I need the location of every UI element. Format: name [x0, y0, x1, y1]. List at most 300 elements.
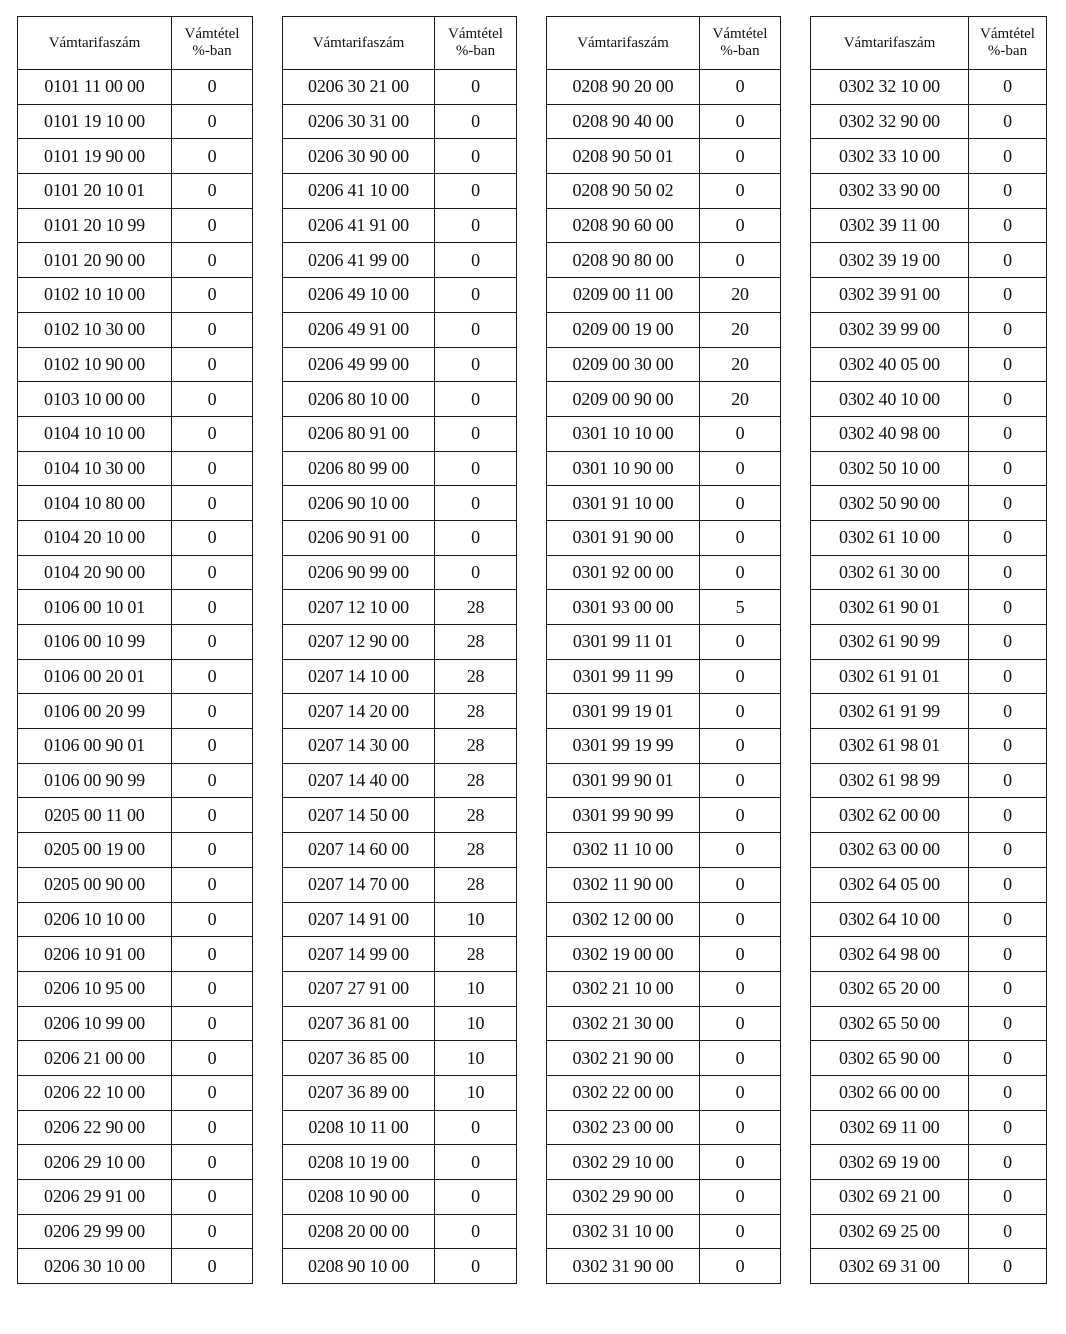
- tariff-code-cell: 0206 49 91 00: [283, 312, 435, 347]
- duty-rate-cell: 0: [700, 971, 781, 1006]
- tariff-code-cell: 0302 21 10 00: [547, 971, 700, 1006]
- table-row: [811, 1041, 1047, 1076]
- duty-rate-cell: 0: [172, 555, 253, 590]
- duty-rate-cell: 0: [172, 139, 253, 174]
- duty-rate-cell: 0: [172, 1249, 253, 1284]
- duty-rate-cell: 0: [700, 486, 781, 521]
- table-body: [811, 70, 1047, 1284]
- table-row: [18, 1249, 253, 1284]
- table-row: [547, 971, 781, 1006]
- table-row: [18, 902, 253, 937]
- tariff-code-cell: 0104 10 80 00: [18, 486, 172, 521]
- tariff-code-cell: 0302 61 91 99: [811, 694, 969, 729]
- tariff-code-cell: 0206 10 99 00: [18, 1006, 172, 1041]
- tariff-code-cell: 0302 40 10 00: [811, 382, 969, 417]
- tariff-code-cell: 0302 64 98 00: [811, 937, 969, 972]
- table-row: [18, 1006, 253, 1041]
- duty-rate-cell: 0: [969, 278, 1047, 313]
- duty-rate-cell: 0: [700, 937, 781, 972]
- tariff-code-cell: 0302 61 90 01: [811, 590, 969, 625]
- duty-rate-cell: 0: [172, 104, 253, 139]
- header-code: Vámtarifaszám: [811, 17, 969, 70]
- table-row: [811, 208, 1047, 243]
- table-row: [18, 382, 253, 417]
- tariff-code-cell: 0101 20 10 99: [18, 208, 172, 243]
- duty-rate-cell: 0: [700, 139, 781, 174]
- table-row: [18, 867, 253, 902]
- table-row: [283, 70, 517, 105]
- duty-rate-cell: 0: [435, 208, 517, 243]
- table-row: [547, 1214, 781, 1249]
- duty-rate-cell: 0: [172, 694, 253, 729]
- table-row: [283, 347, 517, 382]
- table-row: [547, 555, 781, 590]
- duty-rate-cell: 20: [700, 278, 781, 313]
- duty-rate-cell: 0: [700, 1075, 781, 1110]
- tariff-code-cell: 0206 80 99 00: [283, 451, 435, 486]
- tariff-code-cell: 0302 11 10 00: [547, 833, 700, 868]
- tariff-code-cell: 0206 30 90 00: [283, 139, 435, 174]
- header-code: Vámtarifaszám: [18, 17, 172, 70]
- tariff-code-cell: 0302 33 90 00: [811, 174, 969, 209]
- duty-rate-cell: 0: [700, 763, 781, 798]
- table-row: [547, 208, 781, 243]
- duty-rate-cell: 0: [969, 104, 1047, 139]
- tariff-code-cell: 0302 69 11 00: [811, 1110, 969, 1145]
- tariff-code-cell: 0301 92 00 00: [547, 555, 700, 590]
- table-row: [18, 937, 253, 972]
- duty-rate-cell: 0: [172, 1180, 253, 1215]
- duty-rate-cell: 0: [969, 555, 1047, 590]
- header-rate-line2: %-ban: [720, 43, 760, 59]
- tariff-code-cell: 0101 20 90 00: [18, 243, 172, 278]
- table-row: [18, 1075, 253, 1110]
- tariff-code-cell: 0302 39 91 00: [811, 278, 969, 313]
- duty-rate-cell: 0: [172, 278, 253, 313]
- table-row: [283, 555, 517, 590]
- table-row: [18, 174, 253, 209]
- duty-rate-cell: 0: [435, 1110, 517, 1145]
- header-rate-line2: %-ban: [192, 43, 232, 59]
- tariff-code-cell: 0301 99 90 01: [547, 763, 700, 798]
- tariff-code-cell: 0208 20 00 00: [283, 1214, 435, 1249]
- table-row: [547, 1249, 781, 1284]
- tariff-code-cell: 0106 00 10 99: [18, 625, 172, 660]
- table-row: [547, 763, 781, 798]
- tariff-code-cell: 0104 20 10 00: [18, 520, 172, 555]
- header-rate: [435, 17, 517, 70]
- table-header-row: [811, 17, 1047, 70]
- tariff-code-cell: 0302 50 90 00: [811, 486, 969, 521]
- duty-rate-cell: 5: [700, 590, 781, 625]
- tariff-code-cell: 0207 14 70 00: [283, 867, 435, 902]
- tariff-code-cell: 0101 19 10 00: [18, 104, 172, 139]
- tariff-code-cell: 0206 90 91 00: [283, 520, 435, 555]
- tariff-code-cell: 0302 19 00 00: [547, 937, 700, 972]
- table-row: [547, 833, 781, 868]
- tariff-code-cell: 0104 10 10 00: [18, 416, 172, 451]
- duty-rate-cell: 0: [969, 1075, 1047, 1110]
- tariff-code-cell: 0302 65 50 00: [811, 1006, 969, 1041]
- table-row: [283, 659, 517, 694]
- table-header-row: [547, 17, 781, 70]
- duty-rate-cell: 0: [969, 937, 1047, 972]
- header-rate-line1: Vámtétel: [712, 26, 768, 42]
- table-row: [811, 1110, 1047, 1145]
- duty-rate-cell: 10: [435, 902, 517, 937]
- tariff-table-3: [546, 16, 781, 1284]
- duty-rate-cell: 28: [435, 937, 517, 972]
- duty-rate-cell: 0: [969, 70, 1047, 105]
- table-row: [18, 278, 253, 313]
- table-row: [811, 659, 1047, 694]
- tariff-code-cell: 0302 50 10 00: [811, 451, 969, 486]
- duty-rate-cell: 0: [435, 416, 517, 451]
- tariff-code-cell: 0106 00 10 01: [18, 590, 172, 625]
- table-row: [547, 70, 781, 105]
- tariff-code-cell: 0302 69 21 00: [811, 1180, 969, 1215]
- tariff-code-cell: 0302 65 20 00: [811, 971, 969, 1006]
- duty-rate-cell: 0: [172, 208, 253, 243]
- duty-rate-cell: 0: [172, 312, 253, 347]
- table-row: [18, 971, 253, 1006]
- table-row: [547, 347, 781, 382]
- duty-rate-cell: 0: [700, 659, 781, 694]
- tariff-code-cell: 0101 20 10 01: [18, 174, 172, 209]
- table-row: [547, 104, 781, 139]
- tariff-code-cell: 0208 90 20 00: [547, 70, 700, 105]
- tariff-code-cell: 0208 10 11 00: [283, 1110, 435, 1145]
- duty-rate-cell: 10: [435, 971, 517, 1006]
- tariff-code-cell: 0205 00 19 00: [18, 833, 172, 868]
- tariff-code-cell: 0208 90 50 02: [547, 174, 700, 209]
- table-row: [18, 486, 253, 521]
- tariff-code-cell: 0102 10 30 00: [18, 312, 172, 347]
- table-row: [18, 659, 253, 694]
- table-row: [283, 139, 517, 174]
- table-row: [547, 1145, 781, 1180]
- duty-rate-cell: 28: [435, 694, 517, 729]
- duty-rate-cell: 28: [435, 590, 517, 625]
- duty-rate-cell: 0: [435, 1249, 517, 1284]
- table-row: [18, 312, 253, 347]
- duty-rate-cell: 0: [969, 1249, 1047, 1284]
- table-row: [811, 763, 1047, 798]
- table-row: [283, 451, 517, 486]
- duty-rate-cell: 20: [700, 312, 781, 347]
- tariff-code-cell: 0302 61 10 00: [811, 520, 969, 555]
- tariff-code-cell: 0301 99 11 99: [547, 659, 700, 694]
- table-row: [547, 798, 781, 833]
- tariff-code-cell: 0205 00 90 00: [18, 867, 172, 902]
- header-code: Vámtarifaszám: [547, 17, 700, 70]
- table-row: [547, 382, 781, 417]
- tariff-code-cell: 0104 20 90 00: [18, 555, 172, 590]
- header-rate: [172, 17, 253, 70]
- duty-rate-cell: 0: [969, 174, 1047, 209]
- duty-rate-cell: 0: [172, 625, 253, 660]
- duty-rate-cell: 0: [700, 104, 781, 139]
- duty-rate-cell: 0: [969, 1041, 1047, 1076]
- duty-rate-cell: 0: [969, 520, 1047, 555]
- table-row: [18, 1110, 253, 1145]
- tariff-code-cell: 0106 00 20 01: [18, 659, 172, 694]
- table-row: [283, 867, 517, 902]
- duty-rate-cell: 0: [969, 729, 1047, 764]
- tariff-code-cell: 0207 12 90 00: [283, 625, 435, 660]
- duty-rate-cell: 0: [172, 590, 253, 625]
- table-row: [547, 867, 781, 902]
- tariff-code-cell: 0302 69 25 00: [811, 1214, 969, 1249]
- tariff-code-cell: 0302 63 00 00: [811, 833, 969, 868]
- tariff-code-cell: 0302 61 90 99: [811, 625, 969, 660]
- header-rate: [969, 17, 1047, 70]
- duty-rate-cell: 10: [435, 1075, 517, 1110]
- tariff-code-cell: 0302 31 10 00: [547, 1214, 700, 1249]
- tariff-code-cell: 0206 30 10 00: [18, 1249, 172, 1284]
- duty-rate-cell: 0: [700, 416, 781, 451]
- duty-rate-cell: 0: [969, 1214, 1047, 1249]
- duty-rate-cell: 0: [435, 312, 517, 347]
- table-row: [811, 278, 1047, 313]
- tariff-code-cell: 0106 00 90 01: [18, 729, 172, 764]
- duty-rate-cell: 0: [172, 729, 253, 764]
- table-row: [811, 1249, 1047, 1284]
- tariff-code-cell: 0301 99 11 01: [547, 625, 700, 660]
- table-row: [811, 243, 1047, 278]
- tariff-code-cell: 0207 27 91 00: [283, 971, 435, 1006]
- tariff-code-cell: 0206 90 10 00: [283, 486, 435, 521]
- duty-rate-cell: 0: [172, 1075, 253, 1110]
- table-row: [18, 451, 253, 486]
- duty-rate-cell: 28: [435, 729, 517, 764]
- table-row: [18, 1041, 253, 1076]
- table-row: [811, 347, 1047, 382]
- table-row: [811, 1006, 1047, 1041]
- table-row: [811, 729, 1047, 764]
- table-row: [547, 278, 781, 313]
- table-row: [283, 1249, 517, 1284]
- table-row: [811, 867, 1047, 902]
- duty-rate-cell: 0: [969, 1180, 1047, 1215]
- table-row: [811, 694, 1047, 729]
- duty-rate-cell: 0: [435, 1214, 517, 1249]
- tariff-code-cell: 0102 10 10 00: [18, 278, 172, 313]
- table-row: [547, 1110, 781, 1145]
- header-rate: [700, 17, 781, 70]
- tariff-code-cell: 0206 41 10 00: [283, 174, 435, 209]
- tariff-code-cell: 0208 90 40 00: [547, 104, 700, 139]
- tariff-code-cell: 0301 99 90 99: [547, 798, 700, 833]
- duty-rate-cell: 0: [700, 902, 781, 937]
- tariff-code-cell: 0302 31 90 00: [547, 1249, 700, 1284]
- table-row: [18, 590, 253, 625]
- table-row: [811, 382, 1047, 417]
- table-row: [811, 520, 1047, 555]
- tariff-code-cell: 0302 69 31 00: [811, 1249, 969, 1284]
- duty-rate-cell: 0: [969, 798, 1047, 833]
- table-row: [811, 451, 1047, 486]
- duty-rate-cell: 0: [700, 243, 781, 278]
- tariff-code-cell: 0302 21 90 00: [547, 1041, 700, 1076]
- tariff-code-cell: 0302 23 00 00: [547, 1110, 700, 1145]
- table-row: [547, 139, 781, 174]
- duty-rate-cell: 0: [700, 1145, 781, 1180]
- table-row: [283, 1214, 517, 1249]
- duty-rate-cell: 0: [700, 625, 781, 660]
- table-row: [547, 729, 781, 764]
- tariff-code-cell: 0302 61 98 99: [811, 763, 969, 798]
- duty-rate-cell: 0: [172, 520, 253, 555]
- tariff-code-cell: 0207 14 50 00: [283, 798, 435, 833]
- table-row: [283, 1180, 517, 1215]
- tariff-code-cell: 0302 32 90 00: [811, 104, 969, 139]
- duty-rate-cell: 0: [700, 694, 781, 729]
- duty-rate-cell: 0: [172, 1110, 253, 1145]
- tariff-table-2: [282, 16, 517, 1284]
- tariff-code-cell: 0207 14 60 00: [283, 833, 435, 868]
- tariff-code-cell: 0207 14 99 00: [283, 937, 435, 972]
- tariff-code-cell: 0207 36 81 00: [283, 1006, 435, 1041]
- tariff-code-cell: 0302 32 10 00: [811, 70, 969, 105]
- table-row: [811, 937, 1047, 972]
- table-body: [283, 70, 517, 1284]
- tariff-code-cell: 0302 64 05 00: [811, 867, 969, 902]
- tariff-code-cell: 0208 90 10 00: [283, 1249, 435, 1284]
- duty-rate-cell: 0: [700, 451, 781, 486]
- duty-rate-cell: 0: [435, 555, 517, 590]
- duty-rate-cell: 0: [435, 278, 517, 313]
- duty-rate-cell: 0: [700, 1006, 781, 1041]
- tariff-code-cell: 0206 10 91 00: [18, 937, 172, 972]
- duty-rate-cell: 0: [172, 486, 253, 521]
- tariff-code-cell: 0206 10 95 00: [18, 971, 172, 1006]
- duty-rate-cell: 0: [969, 1110, 1047, 1145]
- table-row: [547, 451, 781, 486]
- duty-rate-cell: 0: [172, 659, 253, 694]
- table-row: [18, 208, 253, 243]
- tariff-code-cell: 0208 90 60 00: [547, 208, 700, 243]
- tariff-code-cell: 0208 90 80 00: [547, 243, 700, 278]
- duty-rate-cell: 0: [172, 867, 253, 902]
- tariff-code-cell: 0302 69 19 00: [811, 1145, 969, 1180]
- table-row: [811, 174, 1047, 209]
- tariff-code-cell: 0206 10 10 00: [18, 902, 172, 937]
- tariff-code-cell: 0302 33 10 00: [811, 139, 969, 174]
- tariff-code-cell: 0207 14 20 00: [283, 694, 435, 729]
- tariff-code-cell: 0102 10 90 00: [18, 347, 172, 382]
- table-row: [283, 937, 517, 972]
- tariff-code-cell: 0101 19 90 00: [18, 139, 172, 174]
- table-row: [283, 243, 517, 278]
- tariff-code-cell: 0206 30 21 00: [283, 70, 435, 105]
- duty-rate-cell: 10: [435, 1006, 517, 1041]
- table-row: [547, 486, 781, 521]
- table-row: [811, 555, 1047, 590]
- table-row: [547, 625, 781, 660]
- table-row: [18, 520, 253, 555]
- table-row: [811, 625, 1047, 660]
- header-rate-line1: Vámtétel: [980, 26, 1035, 42]
- duty-rate-cell: 0: [172, 971, 253, 1006]
- table-row: [283, 208, 517, 243]
- table-row: [547, 694, 781, 729]
- table-row: [283, 625, 517, 660]
- duty-rate-cell: 0: [700, 867, 781, 902]
- duty-rate-cell: 0: [435, 520, 517, 555]
- duty-rate-cell: 28: [435, 763, 517, 798]
- duty-rate-cell: 0: [969, 971, 1047, 1006]
- duty-rate-cell: 0: [700, 208, 781, 243]
- duty-rate-cell: 0: [969, 382, 1047, 417]
- duty-rate-cell: 0: [172, 243, 253, 278]
- duty-rate-cell: 0: [969, 416, 1047, 451]
- table-row: [18, 694, 253, 729]
- duty-rate-cell: 0: [969, 208, 1047, 243]
- table-row: [283, 1145, 517, 1180]
- tariff-code-cell: 0301 99 19 99: [547, 729, 700, 764]
- tariff-code-cell: 0206 90 99 00: [283, 555, 435, 590]
- table-row: [547, 937, 781, 972]
- tariff-code-cell: 0302 22 00 00: [547, 1075, 700, 1110]
- tariff-code-cell: 0207 12 10 00: [283, 590, 435, 625]
- tariff-code-cell: 0209 00 11 00: [547, 278, 700, 313]
- duty-rate-cell: 0: [435, 243, 517, 278]
- table-row: [547, 1075, 781, 1110]
- duty-rate-cell: 0: [172, 451, 253, 486]
- table-row: [547, 416, 781, 451]
- duty-rate-cell: 0: [435, 486, 517, 521]
- table-row: [283, 1075, 517, 1110]
- table-body: [18, 70, 253, 1284]
- table-header-row: [283, 17, 517, 70]
- tariff-code-cell: 0206 22 10 00: [18, 1075, 172, 1110]
- duty-rate-cell: 0: [700, 70, 781, 105]
- duty-rate-cell: 10: [435, 1041, 517, 1076]
- table-row: [283, 694, 517, 729]
- table-row: [283, 104, 517, 139]
- duty-rate-cell: 0: [700, 174, 781, 209]
- tariff-code-cell: 0206 49 10 00: [283, 278, 435, 313]
- tariff-code-cell: 0302 65 90 00: [811, 1041, 969, 1076]
- table-row: [811, 1180, 1047, 1215]
- duty-rate-cell: 0: [700, 1214, 781, 1249]
- tariff-code-cell: 0208 10 19 00: [283, 1145, 435, 1180]
- table-row: [283, 763, 517, 798]
- tariff-table-4: [810, 16, 1047, 1284]
- duty-rate-cell: 0: [700, 555, 781, 590]
- table-row: [18, 729, 253, 764]
- duty-rate-cell: 0: [700, 520, 781, 555]
- duty-rate-cell: 0: [172, 1041, 253, 1076]
- table-row: [547, 243, 781, 278]
- duty-rate-cell: 0: [172, 347, 253, 382]
- duty-rate-cell: 0: [969, 347, 1047, 382]
- table-row: [547, 520, 781, 555]
- table-row: [811, 833, 1047, 868]
- table-row: [547, 1180, 781, 1215]
- header-rate-line2: %-ban: [455, 43, 496, 59]
- duty-rate-cell: 0: [700, 1249, 781, 1284]
- duty-rate-cell: 0: [172, 1214, 253, 1249]
- duty-rate-cell: 0: [435, 382, 517, 417]
- header-code: Vámtarifaszám: [283, 17, 435, 70]
- table-row: [18, 1214, 253, 1249]
- duty-rate-cell: 0: [969, 243, 1047, 278]
- duty-rate-cell: 0: [172, 902, 253, 937]
- tariff-code-cell: 0302 39 19 00: [811, 243, 969, 278]
- table-row: [811, 312, 1047, 347]
